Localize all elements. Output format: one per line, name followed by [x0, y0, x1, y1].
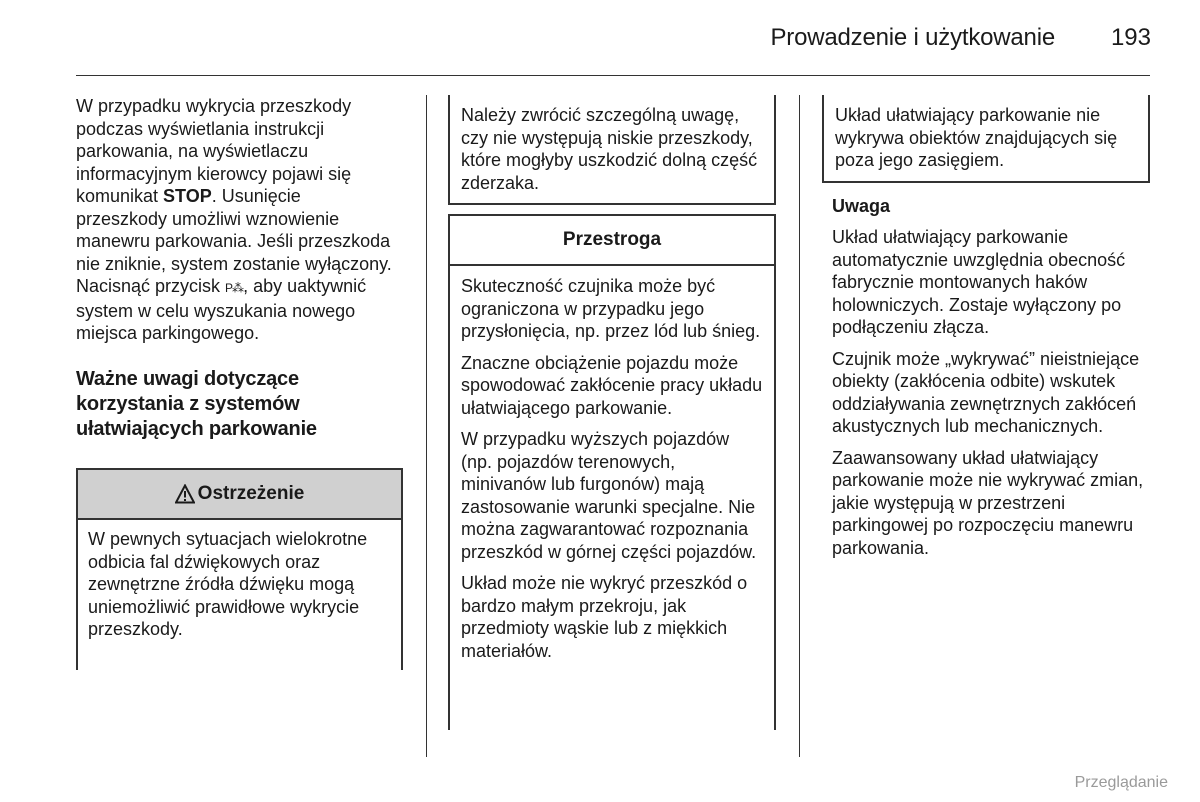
warning-box	[76, 468, 403, 670]
intro-paragraph	[76, 95, 396, 345]
caution-paragraph: Skuteczność czujnika może być ograniczona w przypadku jego przysłonięcia, np. przez lód lub śnieg.	[461, 276, 761, 341]
caution-box	[448, 214, 776, 730]
warning-header	[78, 468, 401, 520]
intro-text-1: W przypadku wykrycia przeszkody podczas wyświetlania instrukcji parkowania, na wyświetlaczu informacyjnym kierowcy pojawi się komunikat	[76, 96, 352, 206]
remark-paragraph: Czujnik może „wykrywać” nieistniejące obiekty (zakłócenia odbite) wskutek oddziaływania zewnętrznych zakłóceń akustycznych lub mechanicznych.	[832, 348, 1140, 436]
caution-paragraph: W przypadku wyższych pojazdów (np. pojazdów terenowych, minivanów lub furgonów) mają zastosowanie warunki specjalne. Nie można zagwarantować rozpoznania przeszkód w górnej części pojazdów.	[461, 429, 757, 562]
column-1	[76, 95, 396, 452]
note-text: Należy zwrócić szczególną uwagę, czy nie występują niskie przeszkody, które mogłyby uszkodzić dolną część zderzaka.	[461, 105, 758, 193]
stop-message: STOP	[163, 186, 212, 206]
caution-paragraph: Znaczne obciążenie pojazdu może spowodować zakłócenie pracy układu ułatwiającego parkowanie.	[461, 352, 763, 418]
park-assist-button-icon: P⁂	[225, 281, 244, 295]
remark-title: Uwaga	[832, 196, 891, 216]
section-heading: Ważne uwagi dotyczące korzystania z systemów ułatwiających parkowanie	[76, 367, 317, 440]
column-divider-2	[799, 95, 800, 757]
caution-body	[450, 266, 774, 680]
page-header-title: Prowadzenie i użytkowanie	[770, 24, 1055, 51]
warning-text: W pewnych sytuacjach wielokrotne odbicia fal dźwiękowych oraz zewnętrzne źródła dźwięku mogą uniemożliwić prawidłowe wykrycie przeszkody.	[88, 529, 368, 639]
watermark: Przeglądanie	[1074, 774, 1168, 791]
note-box-range	[822, 95, 1150, 183]
caution-header: Przestroga	[450, 216, 774, 266]
header-rule	[76, 75, 1150, 76]
column-3	[832, 195, 1152, 568]
note-box-low-obstacles	[448, 95, 776, 205]
warning-triangle-icon	[175, 484, 195, 504]
intro-text-3: , aby uaktywnić system w celu wyszukania nowego miejsca parkingowego.	[76, 276, 367, 343]
note-text: Układ ułatwiający parkowanie nie wykrywa obiektów znajdujących się poza jego zasięgiem.	[835, 105, 1118, 170]
warning-title: Ostrzeżenie	[197, 483, 305, 504]
remark-paragraph: Zaawansowany układ ułatwiający parkowanie może nie wykrywać zmian, jakie występują w przestrzeni parkingowej po rozpoczęciu manewru parkowania.	[832, 447, 1144, 558]
intro-text-2: . Usunięcie przeszkody umożliwi wznowienie manewru parkowania. Jeśli przeszkoda nie zniknie, system zostanie wyłączony. Nacisnąć przycisk	[76, 186, 392, 296]
caution-paragraph: Układ może nie wykryć przeszkód o bardzo małym przekroju, jak przedmioty wąskie lub z miękkich materiałów.	[461, 573, 748, 661]
page-number: 193	[1110, 24, 1151, 51]
remark-paragraph: Układ ułatwiający parkowanie automatycznie uwzględnia obecność fabrycznie montowanych haków holowniczych. Zostaje wyłączony po podłączeniu złącza.	[832, 227, 1126, 337]
column-divider-1	[426, 95, 427, 757]
